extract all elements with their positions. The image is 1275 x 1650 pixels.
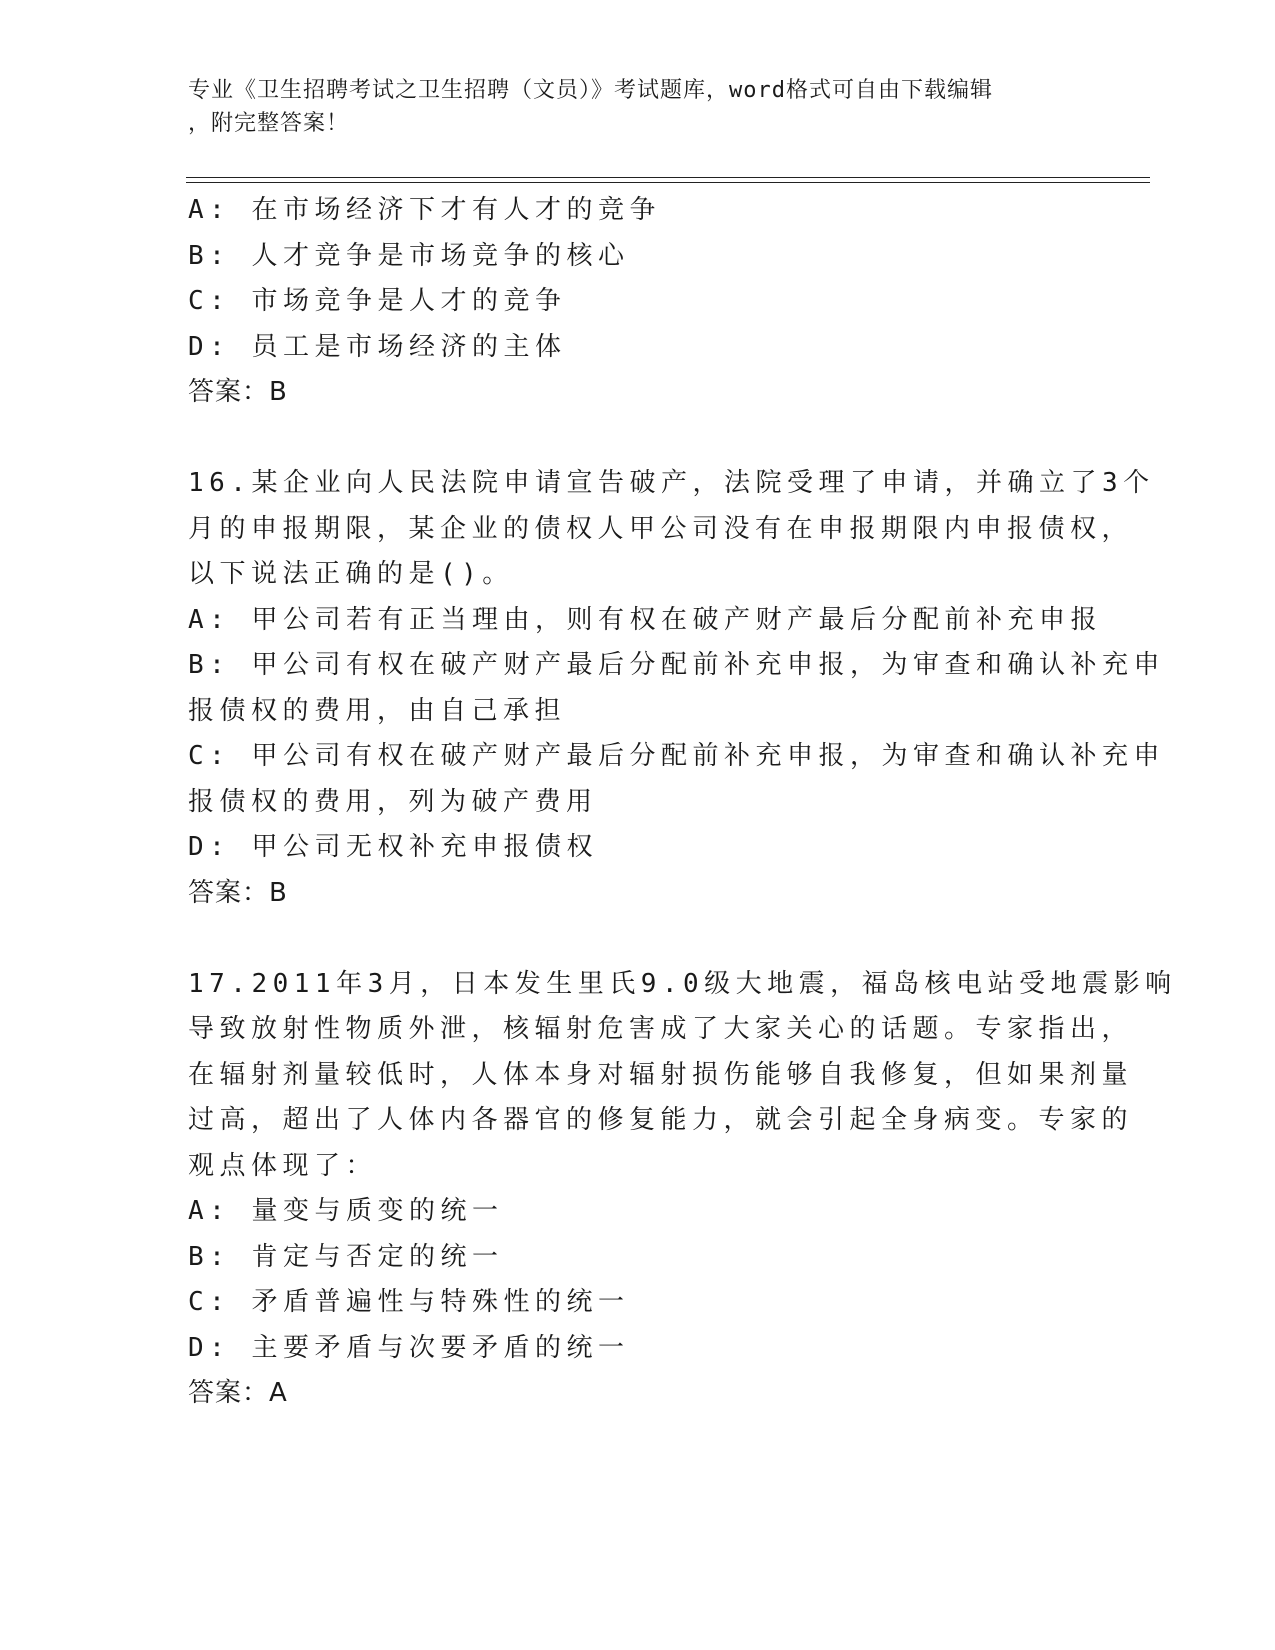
option-a: A: 甲公司若有正当理由，则有权在破产财产最后分配前补充申报	[188, 604, 1102, 635]
document-header	[188, 74, 1068, 140]
option-c-continuation: 报债权的费用，列为破产费用	[188, 786, 598, 817]
question-stem-line: 观点体现了：	[188, 1150, 378, 1181]
question-16	[188, 461, 1165, 916]
header-divider-bottom	[186, 182, 1150, 183]
option-b: B: 甲公司有权在破产财产最后分配前补充申报，为审查和确认补充申	[188, 650, 1165, 680]
answer-label: 答案：A	[188, 1378, 288, 1408]
question-stem-line: 以下说法正确的是()。	[188, 559, 514, 589]
option-c: C: 甲公司有权在破产财产最后分配前补充申报，为审查和确认补充申	[188, 741, 1165, 771]
question-stem-line: 17.2011年3月，日本发生里氏9.0级大地震，福岛核电站受地震影响	[188, 968, 1177, 999]
header-title-line: 专业《卫生招聘考试之卫生招聘（文员）》考试题库，word格式可自由下载编辑	[188, 78, 993, 103]
question-gap	[188, 916, 1118, 962]
option-c: C: 市场竞争是人才的竞争	[188, 286, 567, 316]
option-b: B: 人才竞争是市场竞争的核心	[188, 240, 630, 271]
question-stem-line: 在辐射剂量较低时，人体本身对辐射损伤能够自我修复，但如果剂量	[188, 1059, 1134, 1090]
option-c: C: 矛盾普遍性与特殊性的统一	[188, 1287, 630, 1317]
option-d: D: 员工是市场经济的主体	[188, 331, 567, 362]
question-list	[188, 188, 1177, 1417]
answer-label: 答案：B	[188, 377, 288, 407]
question-stem-line: 导致放射性物质外泄，核辐射危害成了大家关心的话题。专家指出，	[188, 1014, 1134, 1044]
option-b: B: 肯定与否定的统一	[188, 1241, 504, 1272]
question-gap	[188, 416, 1118, 462]
header-divider-top	[186, 177, 1150, 178]
option-d: D: 甲公司无权补充申报债权	[188, 832, 598, 862]
option-d: D: 主要矛盾与次要矛盾的统一	[188, 1332, 630, 1363]
answer-label: 答案：B	[188, 877, 288, 908]
option-b-continuation: 报债权的费用，由自己承担	[188, 695, 567, 726]
option-a: A: 在市场经济下才有人才的竞争	[188, 195, 661, 225]
question-17	[188, 962, 1177, 1417]
option-a: A: 量变与质变的统一	[188, 1196, 504, 1226]
header-title-continuation: ，附完整答案！	[188, 111, 350, 136]
question-stem-line: 16.某企业向人民法院申请宣告破产，法院受理了申请，并确立了3个	[188, 468, 1155, 498]
question-15	[188, 188, 1118, 416]
question-stem-line: 过高，超出了人体内各器官的修复能力，就会引起全身病变。专家的	[188, 1105, 1134, 1135]
question-stem-line: 月的申报期限，某企业的债权人甲公司没有在申报期限内申报债权，	[188, 513, 1134, 544]
